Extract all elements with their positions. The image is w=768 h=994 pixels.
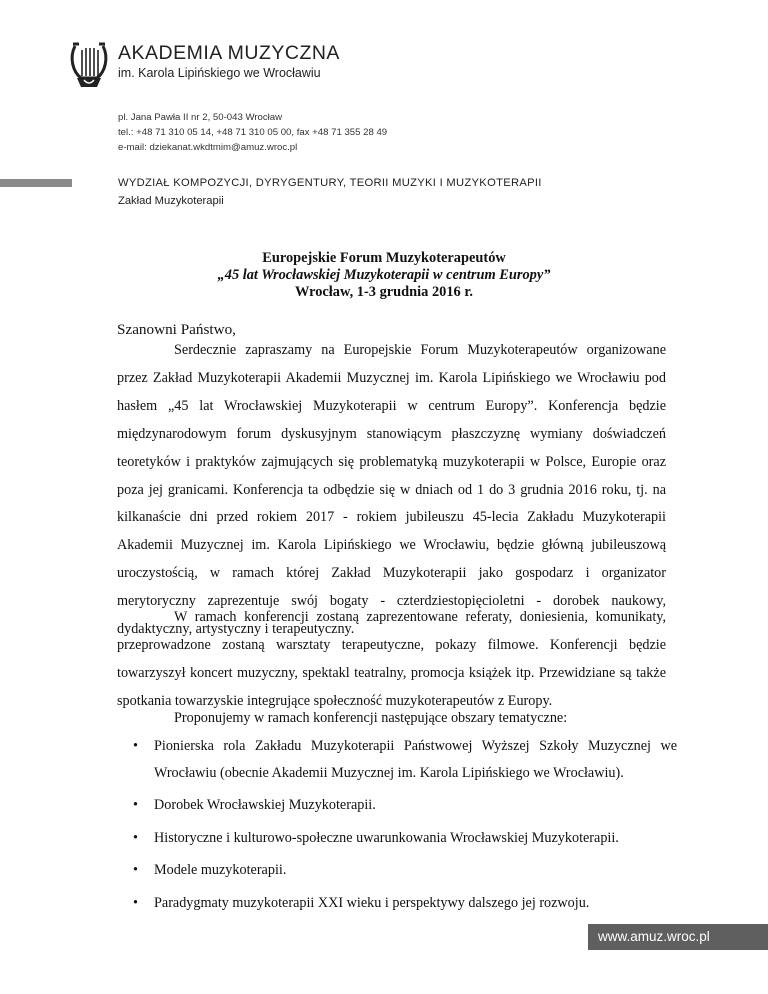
bullet-icon: • bbox=[133, 797, 138, 813]
list-item bbox=[117, 792, 677, 819]
department-name: WYDZIAŁ KOMPOZYCJI, DYRYGENTURY, TEORII MUZYKI I MUZYKOTERAPII bbox=[118, 177, 542, 189]
topic-text: Modele muzykoterapii. bbox=[154, 862, 287, 878]
document-date-place: Wrocław, 1-3 grudnia 2016 r. bbox=[294, 284, 474, 300]
document-subtitle: „45 lat Wrocławskiej Muzykoterapii w centrum Europy” bbox=[217, 267, 551, 283]
paragraph-program: W ramach konferencji zostaną zaprezentowane referaty, doniesienia, komunikaty, przeprowadzone zostaną warsztaty terapeutyczne, pokazy filmowe. Konferencji będzie towarzyszył koncert muzyczny, spektakl teatralny, promocja książek itp. Przewidziane są także spotkania towarzyskie integrujące społeczność muzykoterapeutów z Europy. bbox=[117, 609, 666, 709]
email-address: e-mail: dziekanat.wkdtmim@amuz.wroc.pl bbox=[118, 142, 298, 153]
greeting: Szanowni Państwo, bbox=[117, 321, 236, 338]
topic-text: Historyczne i kulturowo-społeczne uwarunkowania Wrocławskiej Muzykoterapii. bbox=[154, 829, 619, 846]
header-accent-bar bbox=[0, 179, 72, 187]
list-item bbox=[117, 825, 677, 852]
bullet-icon: • bbox=[133, 738, 138, 754]
address: pl. Jana Pawła II nr 2, 50-043 Wrocław bbox=[118, 112, 283, 123]
unit-name: Zakład Muzykoterapii bbox=[118, 195, 224, 207]
bullet-icon: • bbox=[133, 894, 138, 911]
lyre-logo-icon bbox=[67, 40, 111, 90]
bullet-icon: • bbox=[133, 829, 138, 846]
list-item bbox=[117, 733, 677, 786]
topic-text: Paradygmaty muzykoterapii XXI wieku i perspektywy dalszego jej rozwoju. bbox=[154, 894, 590, 911]
website-link[interactable]: www.amuz.wroc.pl bbox=[588, 924, 768, 950]
institution-subtitle: im. Karola Lipińskiego we Wrocławiu bbox=[118, 66, 321, 80]
list-item bbox=[117, 857, 677, 884]
list-item bbox=[117, 890, 677, 917]
bullet-icon: • bbox=[133, 862, 138, 878]
document-title: Europejskie Forum Muzykoterapeutów bbox=[262, 250, 506, 266]
paragraph-topics-intro: Proponujemy w ramach konferencji następujące obszary tematyczne: bbox=[174, 710, 568, 726]
paragraph-intro: Serdecznie zapraszamy na Europejskie Forum Muzykoterapeutów organizowane przez Zakład Muzykoterapii Akademii Muzycznej im. Karola Lipińskiego we Wrocławiu pod hasłem „45 lat Wrocławskiej Muzykoterapii w centrum Europy”. Konferencja będzie międzynarodowym forum dyskusyjnym stanowiącym płaszczyznę wymiany doświadczeń teoretyków i praktyków zajmujących się problematyką muzykoterapii w Polsce, Europie oraz poza jej granicami. Konferencja ta odbędzie się w dniach od 1 do 3 grudnia 2016 roku, tj. na kilkanaście dni przed rokiem 2017 - rokiem jubileuszu 45-lecia Zakładu Muzykoterapii Akademii Muzycznej im. Karola Lipińskiego we Wrocławiu, będzie główną jubileuszową uroczystością, w ramach której Zakład Muzykoterapii jako gospodarz i organizator merytoryczny zaprezentuje swój bogaty - czterdziestopięcioletni - dorobek naukowy, dydaktyczny, artystyczny i terapeutyczny. bbox=[117, 342, 666, 638]
topics-list bbox=[117, 733, 677, 922]
topic-text: Dorobek Wrocławskiej Muzykoterapii. bbox=[154, 797, 376, 813]
institution-name: AKADEMIA MUZYCZNA bbox=[118, 42, 340, 64]
phone-numbers: tel.: +48 71 310 05 14, +48 71 310 05 00, fax +48 71 355 28 49 bbox=[118, 127, 388, 138]
topic-text: Pionierska rola Zakładu Muzykoterapii Państwowej Wyższej Szkoły Muzycznej we Wrocławiu (obecnie Akademii Muzycznej im. Karola Lipińskiego we Wrocławiu). bbox=[154, 738, 677, 781]
